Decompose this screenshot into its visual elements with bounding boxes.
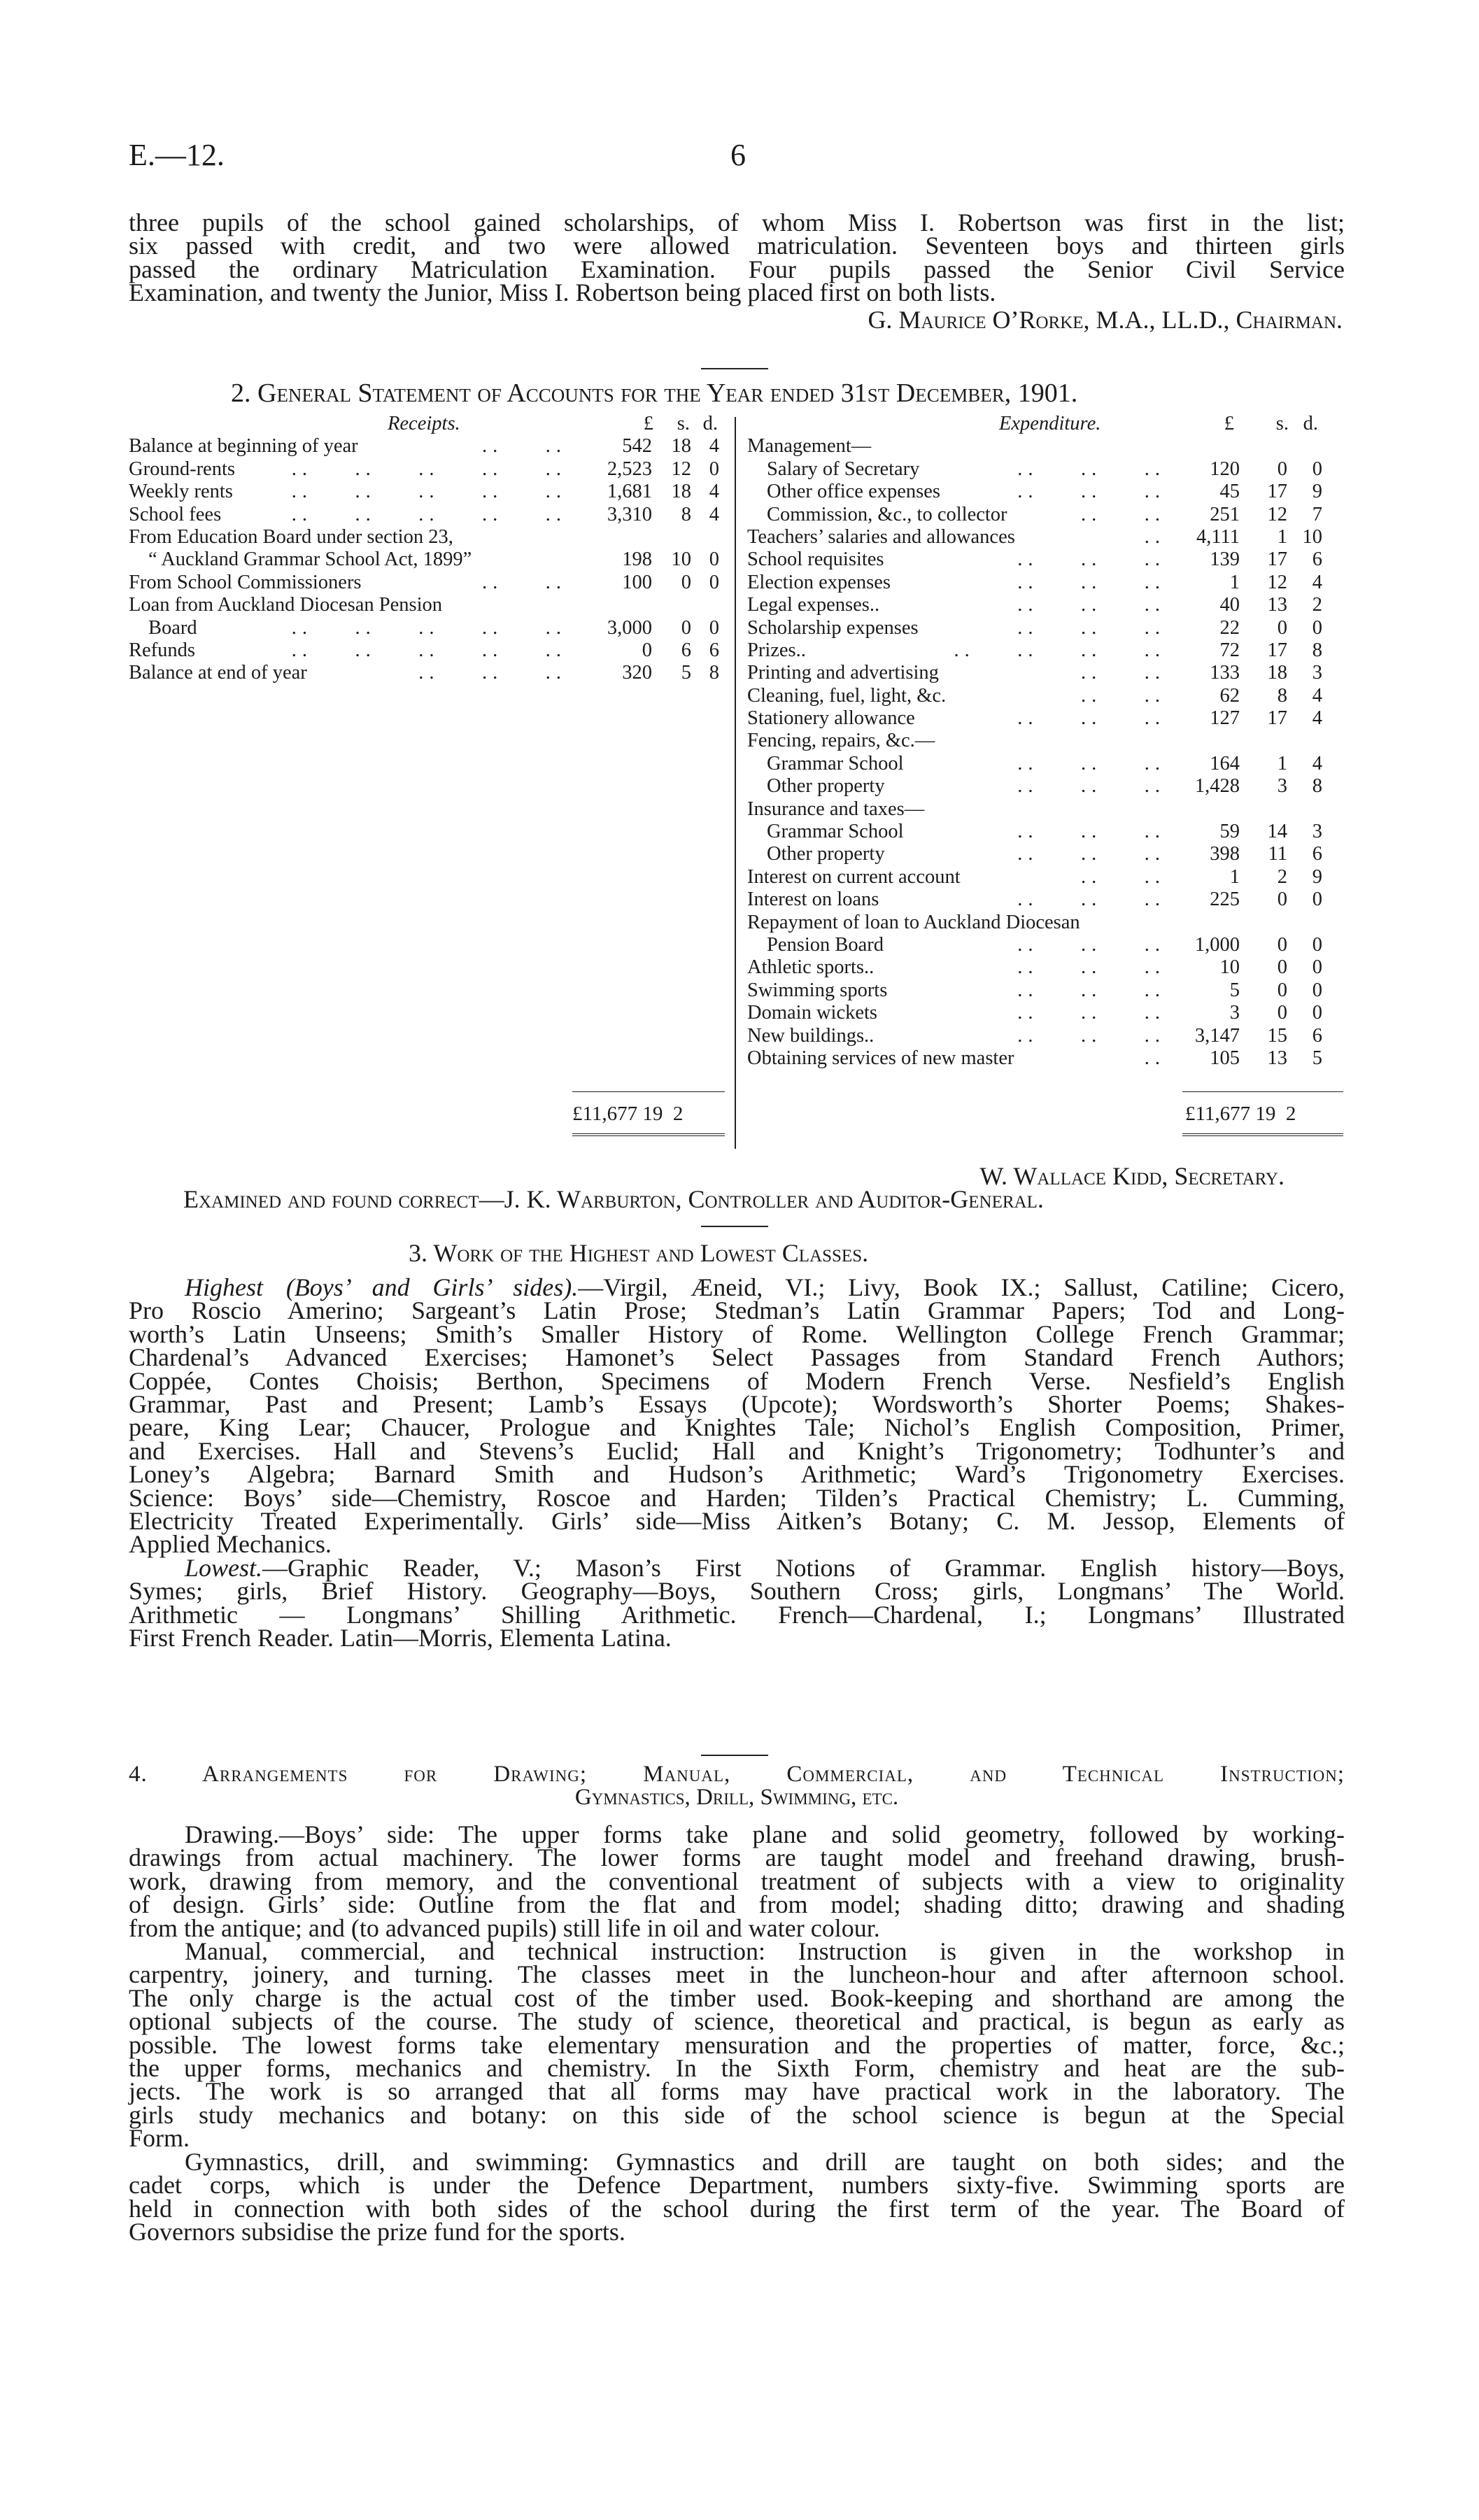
expenditure-amount-pence: 8 bbox=[1312, 639, 1322, 661]
expenditure-amount-pence: 6 bbox=[1312, 548, 1322, 571]
expenditure-amount-shillings: 1 bbox=[1277, 525, 1287, 548]
expenditure-leader-dots: .. .. .. bbox=[1017, 1002, 1166, 1024]
expenditure-row bbox=[747, 572, 1349, 594]
highest-line: worth’s Latin Unseens; Smith’s Smaller History of Rome. Wellington College French Grammar; bbox=[129, 1319, 1345, 1348]
page-number: 6 bbox=[730, 138, 746, 172]
expenditure-amount-pounds: 3 bbox=[1229, 1002, 1240, 1024]
highest-line: Coppée, Contes Choisis; Berthon, Specimens of Modern French Verse. Nesfield’s English bbox=[129, 1366, 1345, 1395]
expenditure-row bbox=[747, 594, 1349, 616]
expenditure-label: New buildings.. bbox=[747, 1024, 875, 1047]
receipts-amount-shillings: 5 bbox=[681, 662, 691, 684]
auditor-note: Examined and found correct—J. K. Warburton, Controller and Auditor-General. bbox=[183, 1185, 1044, 1213]
receipts-amount-shillings: 0 bbox=[681, 616, 691, 639]
expenditure-amount-pence: 9 bbox=[1312, 865, 1322, 888]
intro-paragraph bbox=[129, 208, 1345, 307]
expenditure-amount-shillings: 12 bbox=[1267, 503, 1287, 525]
highest-line: Grammar, Past and Present; Lamb’s Essays (Upcote); Wordsworth’s Shorter Poems; Shakes- bbox=[129, 1390, 1345, 1419]
expenditure-row bbox=[747, 798, 1349, 821]
expenditure-amount-pounds: 133 bbox=[1210, 662, 1240, 684]
expenditure-leader-dots: .. .. .. bbox=[1017, 843, 1166, 865]
lowest-line: First French Reader. Latin—Morris, Elementa Latina. bbox=[129, 1624, 672, 1652]
expenditure-label: Cleaning, fuel, light, &c. bbox=[747, 684, 947, 707]
receipts-row bbox=[129, 617, 735, 639]
intro-line: passed the ordinary Matriculation Examination. Four pupils passed the Senior Civil Service bbox=[129, 255, 1345, 283]
expenditure-amount-pence: 4 bbox=[1312, 571, 1322, 593]
receipts-leader-dots: .. .. .. bbox=[418, 662, 567, 684]
expenditure-leader-dots: .. .. .. bbox=[1017, 571, 1166, 593]
expenditure-amount-pounds: 1,428 bbox=[1194, 775, 1240, 798]
receipts-row bbox=[129, 572, 735, 594]
highest-line-1 bbox=[129, 1273, 1345, 1301]
expenditure-label: Legal expenses.. bbox=[747, 594, 880, 616]
expenditure-label: Grammar School bbox=[767, 821, 904, 843]
expenditure-label: Other office expenses bbox=[767, 481, 940, 503]
receipts-label: Weekly rents bbox=[129, 481, 233, 503]
expenditure-row bbox=[747, 435, 1349, 458]
expenditure-amount-pounds: 10 bbox=[1219, 956, 1240, 979]
expenditure-amount-pence: 0 bbox=[1312, 889, 1322, 911]
receipts-rows bbox=[129, 435, 735, 684]
expenditure-amount-pence: 0 bbox=[1312, 956, 1322, 979]
receipts-label: Board bbox=[148, 616, 197, 639]
receipts-amount-pounds: 2,523 bbox=[607, 458, 652, 480]
intro-line: three pupils of the school gained scholarships, of whom Miss I. Robertson was first in the list; bbox=[129, 208, 1345, 236]
expenditure-total-double-rule bbox=[1182, 1133, 1343, 1136]
highest-line: peare, King Lear; Chaucer, Prologue and Knightes Tale; Nichol’s English Composition, Primer, bbox=[129, 1413, 1345, 1442]
expenditure-amount-shillings: 0 bbox=[1277, 458, 1287, 480]
receipts-row bbox=[129, 639, 735, 662]
expenditure-leader-dots: .. .. .. bbox=[1017, 979, 1166, 1001]
receipts-total: £11,677 19 2 bbox=[572, 1103, 684, 1125]
receipts-heading: Receipts. bbox=[388, 413, 460, 434]
expenditure-leader-dots: .. .. bbox=[1081, 684, 1166, 707]
section-divider bbox=[701, 1755, 768, 1756]
expenditure-leader-dots: .. .. .. bbox=[1017, 752, 1166, 774]
receipts-amount-pounds: 3,310 bbox=[607, 503, 652, 525]
receipts-amount-pence: 0 bbox=[709, 458, 719, 480]
expenditure-amount-pounds: 398 bbox=[1210, 843, 1240, 865]
expenditure-label: School requisites bbox=[747, 548, 884, 571]
section-divider bbox=[701, 1226, 768, 1227]
expenditure-leader-dots: .. .. .. bbox=[1017, 933, 1166, 956]
receipts-amount-shillings: 18 bbox=[671, 481, 691, 503]
expenditure-amount-pence: 2 bbox=[1312, 594, 1322, 616]
expenditure-amount-shillings: 14 bbox=[1267, 821, 1287, 843]
receipts-row bbox=[129, 504, 735, 526]
expenditure-amount-pounds: 120 bbox=[1210, 458, 1240, 480]
expenditure-row bbox=[747, 685, 1349, 707]
receipts-total-double-rule bbox=[572, 1133, 725, 1136]
expenditure-amount-pence: 4 bbox=[1312, 684, 1322, 707]
expenditure-label: Prizes.. bbox=[747, 639, 806, 661]
expenditure-label: Other property bbox=[767, 775, 885, 798]
expenditure-leader-dots: .. .. .. bbox=[1017, 889, 1166, 911]
expenditure-label: Fencing, repairs, &c.— bbox=[747, 730, 935, 752]
receipts-label: Refunds bbox=[129, 639, 195, 661]
receipts-amount-pence: 4 bbox=[709, 503, 719, 525]
highest-line: and Exercises. Hall and Stevens’s Euclid; Hall and Knight’s Trigonometry; Todhunter’s and bbox=[129, 1436, 1345, 1465]
drawing-line: of design. Girls’ side: Outline from the flat and from model; shading ditto; drawing and shading bbox=[129, 1890, 1345, 1919]
receipts-amount-pence: 8 bbox=[709, 662, 719, 684]
gymnastics-line: cadet corps, which is under the Defence Department, numbers sixty-five. Swimming sports are bbox=[129, 2171, 1345, 2200]
receipts-row bbox=[129, 481, 735, 503]
expenditure-amount-pence: 6 bbox=[1312, 843, 1322, 865]
expenditure-leader-dots: .. bbox=[1144, 525, 1166, 548]
receipts-amount-pence: 0 bbox=[709, 571, 719, 593]
drawing-line: drawings from actual machinery. The lower forms are taught model and freehand drawing, brush- bbox=[129, 1843, 1345, 1872]
receipts-amount-pence: 6 bbox=[709, 639, 719, 661]
receipts-amount-pounds: 542 bbox=[622, 435, 652, 458]
receipts-row bbox=[129, 435, 735, 458]
expenditure-row bbox=[747, 843, 1349, 865]
expenditure-leader-dots: .. .. .. bbox=[1017, 707, 1166, 730]
expenditure-amount-shillings: 15 bbox=[1267, 1024, 1287, 1047]
expenditure-amount-shillings: 0 bbox=[1277, 1002, 1287, 1024]
highest-lead: Highest (Boys’ and Girls’ sides). bbox=[185, 1273, 579, 1301]
expenditure-label: Swimming sports bbox=[747, 979, 888, 1001]
receipts-leader-dots: .. .. .. .. .. bbox=[291, 639, 567, 661]
expenditure-amount-shillings: 8 bbox=[1277, 684, 1287, 707]
expenditure-row bbox=[747, 617, 1349, 639]
receipts-label: School fees bbox=[129, 503, 222, 525]
expenditure-leader-dots: .. .. bbox=[1081, 503, 1166, 525]
expenditure-amount-pounds: 5 bbox=[1229, 979, 1240, 1001]
expenditure-leader-dots: .. .. .. .. bbox=[954, 639, 1166, 661]
expenditure-amount-shillings: 0 bbox=[1277, 933, 1287, 956]
expenditure-total: £11,677 19 2 bbox=[1185, 1103, 1296, 1125]
expenditure-amount-pence: 0 bbox=[1312, 979, 1322, 1001]
expenditure-label: Teachers’ salaries and allowances bbox=[747, 525, 1015, 548]
expenditure-row bbox=[747, 979, 1349, 1002]
expenditure-amount-pence: 3 bbox=[1312, 662, 1322, 684]
expenditure-label: Interest on loans bbox=[747, 889, 879, 911]
expenditure-row bbox=[747, 775, 1349, 798]
expenditure-amount-pounds: 139 bbox=[1210, 548, 1240, 571]
expenditure-amount-shillings: 17 bbox=[1267, 639, 1287, 661]
receipts-row bbox=[129, 458, 735, 481]
expenditure-table bbox=[747, 413, 1349, 1070]
expenditure-amount-pounds: 22 bbox=[1219, 616, 1240, 639]
receipts-amount-shillings: 12 bbox=[671, 458, 691, 480]
expenditure-amount-shillings: 0 bbox=[1277, 616, 1287, 639]
expenditure-amount-pence: 9 bbox=[1312, 481, 1322, 503]
col-pence-label: d. bbox=[1303, 413, 1318, 434]
receipts-label: Balance at beginning of year bbox=[129, 435, 358, 458]
intro-line: Examination, and twenty the Junior, Miss I. Robertson being placed first on both lists. bbox=[129, 278, 996, 307]
expenditure-row bbox=[747, 1002, 1349, 1024]
receipts-label: “ Auckland Grammar School Act, 1899” bbox=[148, 548, 472, 571]
receipts-amount-pounds: 0 bbox=[642, 639, 652, 661]
receipts-amount-shillings: 8 bbox=[681, 503, 691, 525]
manual-line: girls study mechanics and botany: on this side of the school science is begun at the Special bbox=[129, 2100, 1345, 2129]
expenditure-row bbox=[747, 889, 1349, 911]
expenditure-label: Salary of Secretary bbox=[767, 458, 920, 480]
col-shillings-label: s. bbox=[677, 413, 690, 434]
expenditure-amount-pounds: 3,147 bbox=[1194, 1024, 1240, 1047]
work-highest-paragraph bbox=[129, 1273, 1345, 1652]
expenditure-label: Commission, &c., to collector bbox=[767, 503, 1007, 525]
expenditure-label: Obtaining services of new master bbox=[747, 1047, 1014, 1069]
manual-line: carpentry, joinery, and turning. The classes meet in the luncheon-hour and after afternoon school. bbox=[129, 1960, 1345, 1989]
receipts-label: Loan from Auckland Diocesan Pension bbox=[129, 594, 442, 616]
expenditure-row bbox=[747, 526, 1349, 548]
expenditure-amount-shillings: 2 bbox=[1277, 865, 1287, 888]
expenditure-label: Election expenses bbox=[747, 571, 891, 593]
expenditure-amount-pounds: 1 bbox=[1229, 865, 1240, 888]
arrangements-title-line1: 4. Arrangements for Drawing; Manual, Commercial, and Technical Instruction; bbox=[129, 1762, 1345, 1787]
expenditure-label: Insurance and taxes— bbox=[747, 798, 925, 820]
expenditure-amount-pounds: 251 bbox=[1210, 503, 1240, 525]
expenditure-total-rule bbox=[1182, 1091, 1343, 1092]
col-shillings-label: s. bbox=[1275, 413, 1289, 434]
expenditure-label: Athletic sports.. bbox=[747, 956, 875, 979]
expenditure-amount-shillings: 17 bbox=[1267, 548, 1287, 571]
receipts-amount-pounds: 3,000 bbox=[607, 616, 652, 639]
receipts-row bbox=[129, 548, 735, 571]
expenditure-amount-shillings: 11 bbox=[1268, 843, 1287, 865]
col-pounds-label: £ bbox=[1224, 413, 1234, 434]
page-ref: E.—12. bbox=[129, 138, 225, 172]
expenditure-label: Printing and advertising bbox=[747, 662, 939, 684]
expenditure-amount-pence: 5 bbox=[1312, 1047, 1322, 1069]
expenditure-row bbox=[747, 1047, 1349, 1070]
expenditure-amount-pence: 4 bbox=[1312, 752, 1322, 774]
expenditure-amount-shillings: 13 bbox=[1267, 594, 1287, 616]
receipts-amount-pence: 4 bbox=[709, 481, 719, 503]
drawing-line: from the antique; and (to advanced pupils) still life in oil and water colour. bbox=[129, 1913, 880, 1942]
expenditure-row bbox=[747, 730, 1349, 752]
expenditure-leader-dots: .. .. .. bbox=[1017, 616, 1166, 639]
expenditure-label: Stationery allowance bbox=[747, 707, 915, 730]
expenditure-amount-pounds: 127 bbox=[1210, 707, 1240, 730]
lowest-line-1 bbox=[129, 1553, 1345, 1582]
expenditure-amount-pence: 3 bbox=[1312, 821, 1322, 843]
lowest-lead: Lowest. bbox=[185, 1553, 263, 1582]
expenditure-amount-pence: 4 bbox=[1312, 707, 1322, 730]
highest-line: Loney’s Algebra; Barnard Smith and Hudson’s Arithmetic; Ward’s Trigonometry Exercises. bbox=[129, 1460, 1345, 1489]
receipts-leader-dots: .. .. .. .. .. bbox=[291, 503, 567, 525]
expenditure-leader-dots: .. .. .. bbox=[1017, 548, 1166, 571]
receipts-leader-dots: .. .. bbox=[482, 571, 567, 593]
expenditure-leader-dots: .. .. bbox=[1081, 865, 1166, 888]
expenditure-rows bbox=[747, 435, 1349, 1070]
expenditure-row bbox=[747, 866, 1349, 889]
lowest-text: —Graphic Reader, V.; Mason’s First Notions of Grammar. English history—Boys, bbox=[262, 1553, 1345, 1582]
expenditure-label: Interest on current account bbox=[747, 865, 961, 888]
arrangements-title-line2: Gymnastics, Drill, Swimming, etc. bbox=[574, 1785, 899, 1811]
receipts-table bbox=[129, 413, 735, 685]
expenditure-amount-shillings: 13 bbox=[1267, 1047, 1287, 1069]
highest-line: Science: Boys’ side—Chemistry, Roscoe and Harden; Tilden’s Practical Chemistry; L. Cumming, bbox=[129, 1483, 1345, 1512]
expenditure-row bbox=[747, 753, 1349, 775]
expenditure-amount-shillings: 17 bbox=[1267, 707, 1287, 730]
expenditure-row bbox=[747, 821, 1349, 843]
expenditure-row bbox=[747, 1025, 1349, 1047]
expenditure-amount-pounds: 62 bbox=[1219, 684, 1240, 707]
expenditure-label: Domain wickets bbox=[747, 1002, 878, 1024]
receipts-label: Balance at end of year bbox=[129, 662, 307, 684]
expenditure-amount-pounds: 40 bbox=[1219, 594, 1240, 616]
receipts-label: Ground-rents bbox=[129, 458, 235, 480]
gymnastics-line: held in connection with both sides of the school during the first term of the year. The Board of bbox=[129, 2194, 1345, 2223]
receipts-amount-pounds: 198 bbox=[622, 548, 652, 571]
receipts-row bbox=[129, 662, 735, 684]
expenditure-amount-pence: 10 bbox=[1302, 525, 1322, 548]
receipts-amount-pence: 0 bbox=[709, 616, 719, 639]
expenditure-amount-shillings: 12 bbox=[1267, 571, 1287, 593]
arrangements-body bbox=[129, 1820, 1345, 2246]
gymnastics-line: Governors subsidise the prize fund for the sports. bbox=[129, 2217, 625, 2246]
expenditure-leader-dots: .. .. .. bbox=[1017, 458, 1166, 480]
expenditure-leader-dots: .. .. .. bbox=[1017, 956, 1166, 979]
manual-line: Form. bbox=[129, 2124, 190, 2153]
expenditure-amount-pounds: 59 bbox=[1219, 821, 1240, 843]
expenditure-amount-shillings: 0 bbox=[1277, 979, 1287, 1001]
receipts-amount-pounds: 320 bbox=[622, 662, 652, 684]
expenditure-leader-dots: .. bbox=[1144, 1047, 1166, 1069]
receipts-amount-shillings: 0 bbox=[681, 571, 691, 593]
receipts-leader-dots: .. .. bbox=[482, 435, 567, 458]
expenditure-leader-dots: .. .. .. bbox=[1017, 775, 1166, 798]
manual-line: The only charge is the actual cost of the timber used. Book-keeping and shorthand are among the bbox=[129, 1983, 1345, 2012]
receipts-amount-pounds: 100 bbox=[622, 571, 652, 593]
expenditure-label: Management— bbox=[747, 435, 872, 458]
expenditure-amount-pence: 7 bbox=[1312, 503, 1322, 525]
work-title: 3. Work of the Highest and Lowest Classes. bbox=[409, 1239, 869, 1267]
highest-line: Electricity Treated Experimentally. Girls’ side—Miss Aitken’s Botany; C. M. Jessop, Elements of bbox=[129, 1507, 1345, 1536]
expenditure-row bbox=[747, 934, 1349, 956]
manual-line: Manual, commercial, and technical instruction: Instruction is given in the workshop in bbox=[185, 1937, 1345, 1966]
secretary-signature: W. Wallace Kidd, Secretary. bbox=[979, 1162, 1285, 1190]
highest-line: Chardenal’s Advanced Exercises; Hamonet’s Select Passages from Standard French Authors; bbox=[129, 1343, 1345, 1372]
receipts-amount-pounds: 1,681 bbox=[607, 481, 652, 503]
intro-line: six passed with credit, and two were allowed matriculation. Seventeen boys and thirteen girls bbox=[129, 232, 1345, 260]
manual-line: optional subjects of the course. The study of science, theoretical and practical, is begun as early as bbox=[129, 2007, 1345, 2036]
expenditure-amount-shillings: 17 bbox=[1267, 481, 1287, 503]
col-pounds-label: £ bbox=[643, 413, 653, 434]
expenditure-row bbox=[747, 639, 1349, 662]
receipts-leader-dots: .. .. .. .. .. bbox=[291, 616, 567, 639]
expenditure-row bbox=[747, 481, 1349, 503]
receipts-row bbox=[129, 594, 735, 616]
expenditure-amount-pence: 0 bbox=[1312, 458, 1322, 480]
expenditure-heading: Expenditure. bbox=[999, 413, 1101, 434]
expenditure-label: Other property bbox=[767, 843, 885, 865]
expenditure-amount-pence: 0 bbox=[1312, 1002, 1322, 1024]
expenditure-row bbox=[747, 707, 1349, 730]
expenditure-leader-dots: .. .. bbox=[1081, 662, 1166, 684]
chairman-signature: G. Maurice O’Rorke, M.A., LL.D., Chairman. bbox=[868, 306, 1343, 334]
expenditure-row bbox=[747, 458, 1349, 481]
receipts-label: From School Commissioners bbox=[129, 571, 362, 593]
expenditure-label: Repayment of loan to Auckland Diocesan bbox=[747, 911, 1080, 933]
lowest-line: Arithmetic — Longmans’ Shilling Arithmetic. French—Chardenal, I.; Longmans’ Illustrated bbox=[129, 1600, 1345, 1629]
column-divider bbox=[735, 417, 736, 1149]
expenditure-label: Grammar School bbox=[767, 752, 904, 774]
expenditure-row bbox=[747, 662, 1349, 684]
expenditure-row bbox=[747, 912, 1349, 934]
expenditure-amount-shillings: 1 bbox=[1277, 752, 1287, 774]
expenditure-amount-pounds: 225 bbox=[1210, 889, 1240, 911]
expenditure-label: Pension Board bbox=[767, 933, 884, 956]
receipts-amount-shillings: 18 bbox=[671, 435, 691, 458]
expenditure-amount-shillings: 3 bbox=[1277, 775, 1287, 798]
expenditure-leader-dots: .. .. .. bbox=[1017, 594, 1166, 616]
expenditure-label: Scholarship expenses bbox=[747, 616, 919, 639]
receipts-amount-shillings: 10 bbox=[671, 548, 691, 571]
lowest-line: Symes; girls, Brief History. Geography—Boys, Southern Cross; girls, Longmans’ The World. bbox=[129, 1577, 1345, 1606]
expenditure-amount-pounds: 4,111 bbox=[1196, 525, 1240, 548]
expenditure-row bbox=[747, 504, 1349, 526]
expenditure-amount-pounds: 1 bbox=[1229, 571, 1240, 593]
highest-text: —Virgil, Æneid, VI.; Livy, Book IX.; Sallust, Catiline; Cicero, bbox=[578, 1273, 1345, 1301]
accounts-title: 2. General Statement of Accounts for the Year ended 31st December, 1901. bbox=[231, 378, 1078, 408]
expenditure-amount-pence: 8 bbox=[1312, 775, 1322, 798]
receipts-amount-pence: 0 bbox=[709, 548, 719, 571]
manual-line: the upper forms, mechanics and chemistry. In the Sixth Form, chemistry and heat are the sub- bbox=[129, 2054, 1345, 2083]
manual-line: possible. The lowest forms take elementary mensuration and the properties of matter, force, &c.; bbox=[129, 2030, 1345, 2059]
receipts-amount-pence: 4 bbox=[709, 435, 719, 458]
expenditure-amount-pence: 0 bbox=[1312, 616, 1322, 639]
expenditure-amount-shillings: 0 bbox=[1277, 956, 1287, 979]
receipts-row bbox=[129, 526, 735, 548]
expenditure-leader-dots: .. .. .. bbox=[1017, 481, 1166, 503]
expenditure-amount-pence: 6 bbox=[1312, 1024, 1322, 1047]
section-divider bbox=[701, 368, 768, 369]
manual-line: jects. The work is so arranged that all forms may have practical work in the laboratory. The bbox=[129, 2077, 1345, 2106]
highest-line: Pro Roscio Amerino; Sargeant’s Latin Prose; Stedman’s Latin Grammar Papers; Tod and Long- bbox=[129, 1296, 1345, 1325]
expenditure-amount-pounds: 1,000 bbox=[1194, 933, 1240, 956]
receipts-amount-shillings: 6 bbox=[681, 639, 691, 661]
receipts-total-rule bbox=[572, 1091, 725, 1092]
col-pence-label: d. bbox=[702, 413, 718, 434]
expenditure-amount-shillings: 18 bbox=[1267, 662, 1287, 684]
expenditure-amount-shillings: 0 bbox=[1277, 889, 1287, 911]
receipts-label: From Education Board under section 23, bbox=[129, 525, 453, 548]
drawing-line: Drawing.—Boys’ side: The upper forms take plane and solid geometry, followed by working- bbox=[185, 1820, 1345, 1848]
drawing-line: work, drawing from memory, and the conventional treatment of subjects with a view to originality bbox=[129, 1867, 1345, 1895]
expenditure-leader-dots: .. .. .. bbox=[1017, 821, 1166, 843]
expenditure-amount-pounds: 105 bbox=[1210, 1047, 1240, 1069]
expenditure-row bbox=[747, 548, 1349, 571]
highest-line: Applied Mechanics. bbox=[129, 1530, 332, 1559]
receipts-leader-dots: .. .. .. .. .. bbox=[291, 458, 567, 480]
arrangements-title bbox=[129, 1763, 1345, 1810]
expenditure-amount-pounds: 45 bbox=[1219, 481, 1240, 503]
expenditure-amount-pounds: 72 bbox=[1219, 639, 1240, 661]
gymnastics-line: Gymnastics, drill, and swimming: Gymnastics and drill are taught on both sides; and the bbox=[185, 2147, 1345, 2176]
expenditure-leader-dots: .. .. .. bbox=[1017, 1024, 1166, 1047]
receipts-leader-dots: .. .. .. .. .. bbox=[291, 481, 567, 503]
expenditure-amount-pounds: 164 bbox=[1210, 752, 1240, 774]
expenditure-amount-pence: 0 bbox=[1312, 933, 1322, 956]
expenditure-row bbox=[747, 956, 1349, 979]
